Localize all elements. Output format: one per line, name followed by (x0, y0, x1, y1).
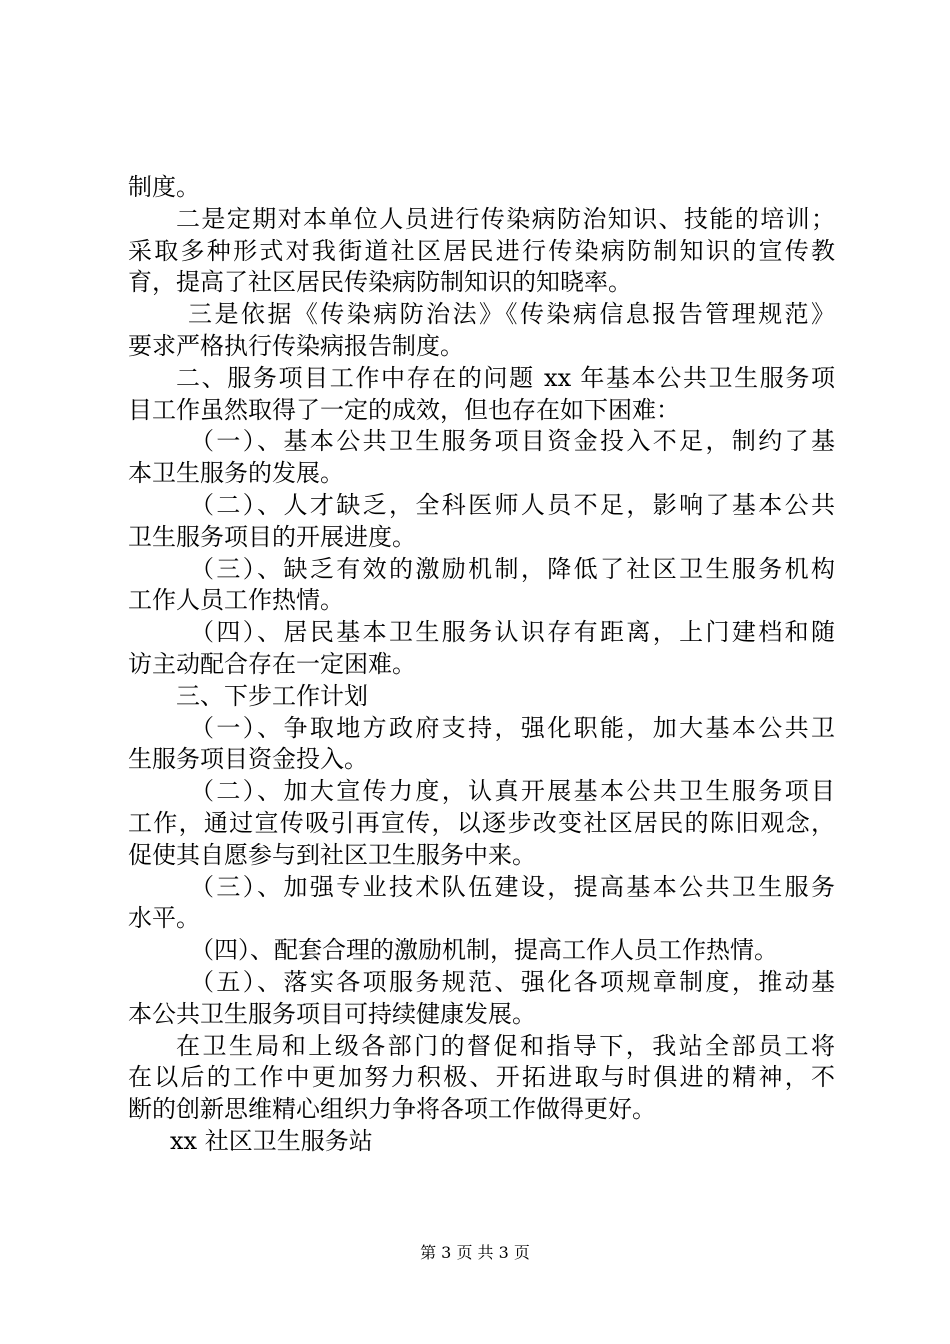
text-line: 工作人员工作热情。 (128, 586, 344, 615)
text-line: （二）、人才缺乏，全科医师人员不足，影响了基本公共 (190, 490, 835, 519)
text-line: 采取多种形式对我街道社区居民进行传染病防制知识的宣传教 (128, 236, 835, 265)
text-line: 访主动配合存在一定困难。 (128, 649, 416, 678)
text-line: 二、服务项目工作中存在的问题 xx 年基本公共卫生服务项 (176, 363, 835, 392)
text-line: （五）、落实各项服务规范、强化各项规章制度，推动基 (190, 967, 835, 996)
text-line: （四）、居民基本卫生服务认识存有距离，上门建档和随 (190, 618, 835, 647)
text-line: 制度。 (128, 173, 200, 201)
text-line: 生服务项目资金投入。 (128, 745, 368, 774)
text-line: （三）、缺乏有效的激励机制，降低了社区卫生服务机构 (190, 554, 835, 583)
text-line: 目工作虽然取得了一定的成效，但也存在如下困难： (128, 395, 680, 424)
section-heading: 三、下步工作计划 (176, 681, 368, 710)
text-line: 断的创新思维精心组织力争将各项工作做得更好。 (128, 1095, 656, 1124)
text-line: （四）、配套合理的激励机制，提高工作人员工作热情。 (190, 936, 778, 965)
text-line: 水平。 (128, 904, 200, 933)
signature-line: xx 社区卫生服务站 (170, 1126, 373, 1155)
text-line: （一）、基本公共卫生服务项目资金投入不足，制约了基 (190, 427, 835, 456)
text-line: 促使其自愿参与到社区卫生服务中来。 (128, 840, 536, 869)
text-line: 要求严格执行传染病报告制度。 (128, 331, 464, 360)
document-body (128, 172, 835, 1158)
text-line: 本卫生服务的发展。 (128, 459, 344, 488)
text-line: 工作，通过宣传吸引再宣传，以逐步改变社区居民的陈旧观念， (128, 808, 835, 837)
text-line: 育，提高了社区居民传染病防制知识的知晓率。 (128, 268, 632, 297)
text-line: 卫生服务项目的开展进度。 (128, 522, 416, 551)
text-line: （三）、加强专业技术队伍建设，提高基本公共卫生服务 (190, 872, 835, 901)
page-number: 第 3 页 共 3 页 (420, 1243, 530, 1262)
text-line: 本公共卫生服务项目可持续健康发展。 (128, 999, 536, 1028)
page-footer (0, 1243, 950, 1263)
text-line: 二是定期对本单位人员进行传染病防治知识、技能的培训； (176, 204, 835, 233)
text-line: 在卫生局和上级各部门的督促和指导下，我站全部员工将 (176, 1031, 835, 1060)
text-line: （一）、争取地方政府支持，强化职能，加大基本公共卫 (190, 713, 835, 742)
text-line: 三是依据《传染病防治法》《传染病信息报告管理规范》 (188, 300, 835, 329)
text-line: 在以后的工作中更加努力积极、开拓进取与时俱进的精神，不 (128, 1063, 835, 1092)
text-line: （二）、加大宣传力度，认真开展基本公共卫生服务项目 (190, 777, 835, 806)
